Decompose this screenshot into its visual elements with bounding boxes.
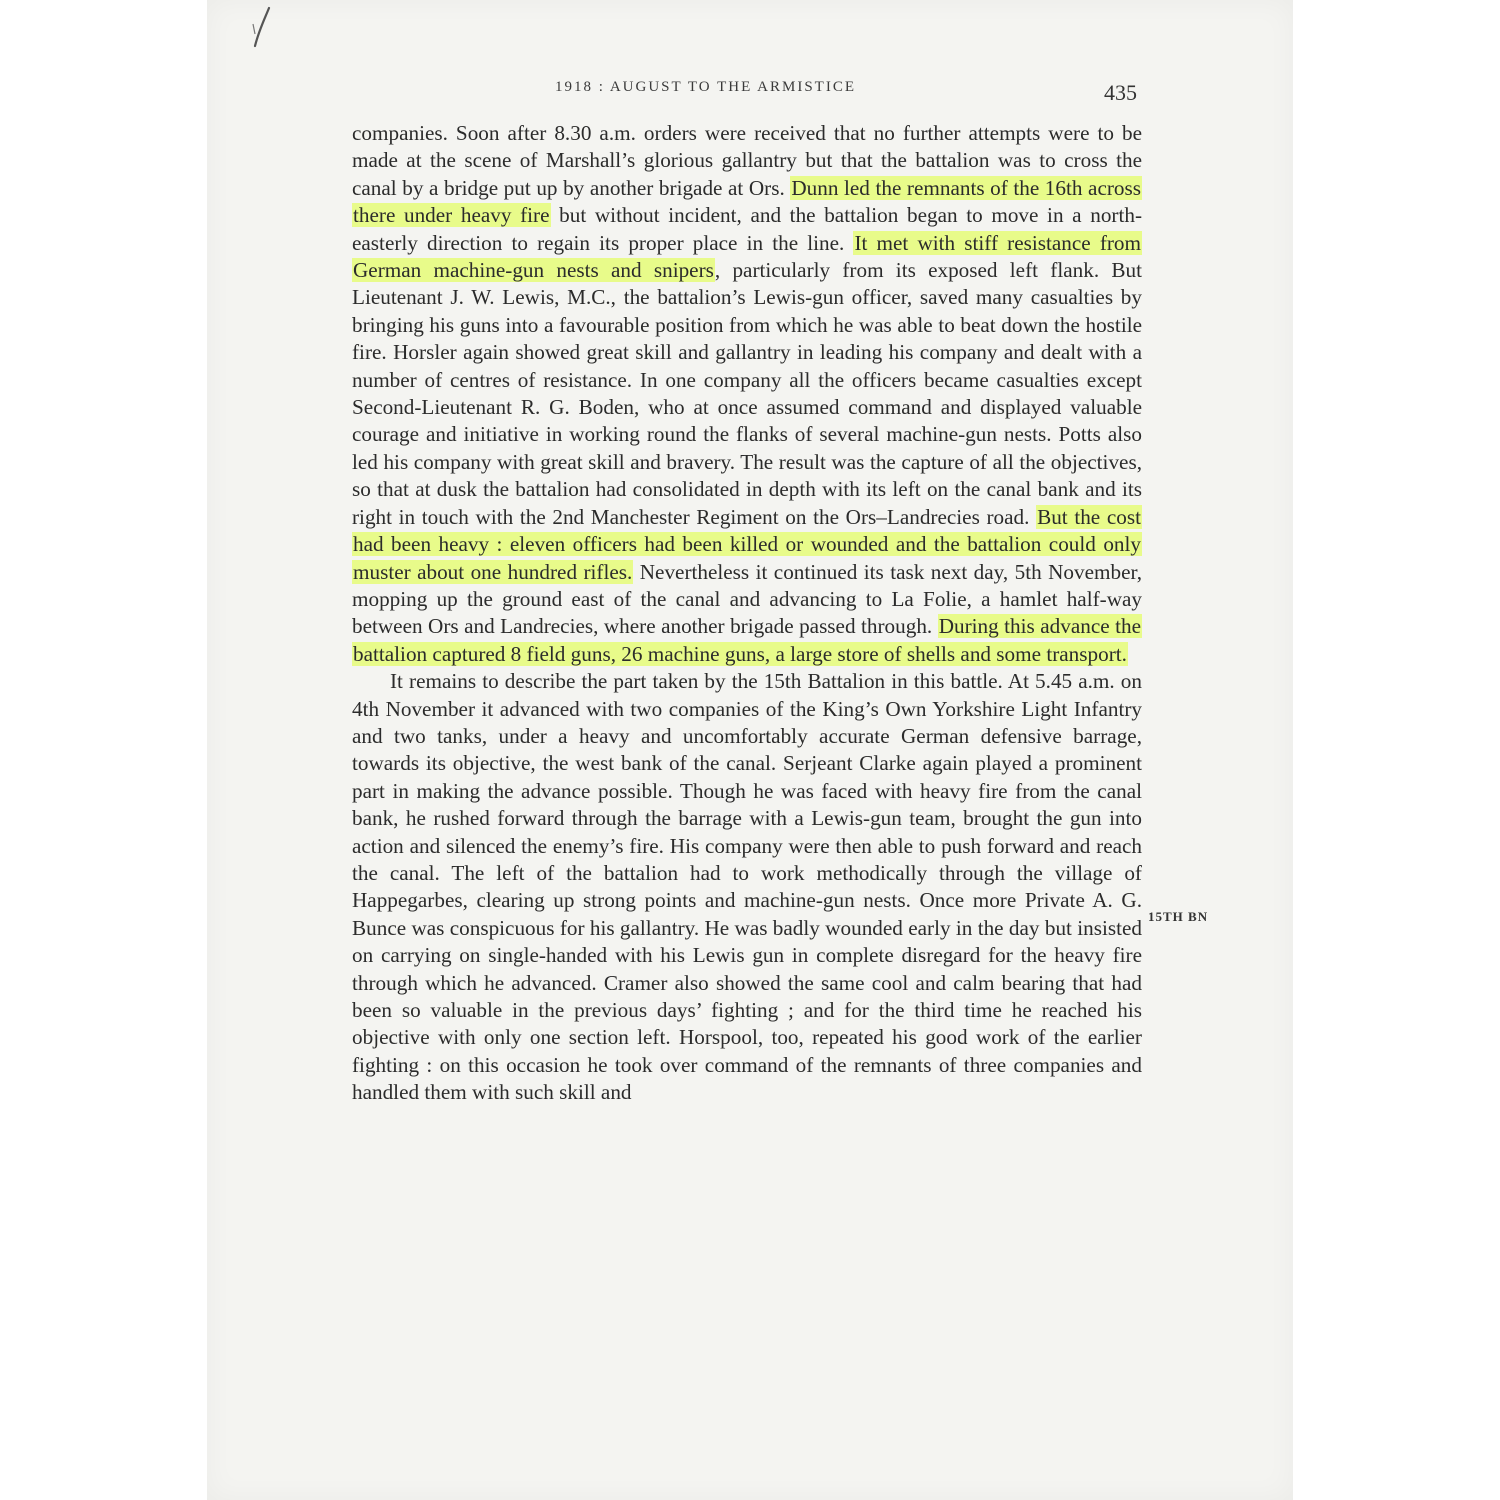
- pen-tick-mark: [243, 4, 283, 54]
- highlighted-passage: But the cost had been heavy : eleven officers had been killed or wounded and the battalion could only muster about one hundred rifles.: [353, 504, 1141, 584]
- text-run: but without incident, and the battalion began to move in a north-easterly direction to regain its proper place in the line.: [352, 203, 1143, 255]
- margin-note: 15TH BN: [1148, 909, 1209, 924]
- text-run: companies. Soon after 8.30 a.m. orders were received that no further attempts were to be made at the scene of Marshall’s glorious gallantry but that the battalion was to cross the canal by a bridge put up by another brigade at Ors.: [352, 121, 1142, 200]
- paragraph: [352, 668, 1142, 1107]
- running-title: 1918 : AUGUST TO THE ARMISTICE: [555, 79, 857, 95]
- paragraph: [352, 120, 1142, 668]
- text-run: It remains to describe the part taken by the 15th Battalion in this battle. At 5.45 a.m. on 4th November it advanced with two companies of the King’s Own Yorkshire Light Infantry and two tanks, under a heavy and uncomfortably accurate German defensive barrage, towards its objective, the west bank of the canal. Serjeant Clarke again played a prominent part in making the advance possible. Though he was faced with heavy fire from the canal bank, he rushed forward through the barrage with a Lewis-gun team, brought the gun into action and silenced the enemy’s fire. His company were then able to push forward and reach the canal. The left of the battalion had to work methodically through the village of Happegarbes, clearing up strong points and machine-gun nests. Once more Private A. G. Bunce was conspicuous for his gallantry. He was badly wounded early in the day but insisted on carrying on single-handed with his Lewis gun in complete disregard for the heavy fire through which he advanced. Cramer also showed the same cool and calm bearing that had been so valuable in the previous days’ fighting ; and for the third time he reached his objective with only one section left. Horspool, too, repeated his good work of the earlier fighting : on this occasion he took over command of the remnants of three companies and handled them with such skill and: [352, 669, 1142, 1105]
- body-text: [352, 120, 1142, 1107]
- page-number: 435: [1104, 80, 1137, 105]
- highlighted-passage: During this advance the battalion captured 8 field guns, 26 machine guns, a large store of shells and some transport.: [353, 614, 1141, 666]
- text-run: Nevertheless it continued its task next day, 5th November, mopping up the ground east of the canal and advancing to La Folie, a hamlet half-way between Ors and Landrecies, where another brigade passed through.: [352, 559, 1142, 639]
- highlighted-passage: It met with stiff resistance from German machine-gun nests and snipers: [353, 230, 1141, 283]
- highlighted-passage: Dunn led the remnants of the 16th across there under heavy fire: [353, 175, 1141, 228]
- text-run: , particularly from its exposed left flank. But Lieutenant J. W. Lewis, M.C., the battalion’s Lewis-gun officer, saved many casualties by bringing his guns into a favourable position from which he was able to beat down the hostile fire. Horsler again showed great skill and gallantry in leading his company and dealt with a number of centres of resistance. In one company all the officers became casualties except Second-Lieutenant R. G. Boden, who at once assumed command and displayed valuable courage and initiative in working round the flanks of several machine-gun nests. Potts also led his company with great skill and bravery. The result was the capture of all the objectives, so that at dusk the battalion had consolidated in depth with its left on the canal bank and its right in touch with the 2nd Manchester Regiment on the Ors–Landrecies road.: [352, 258, 1142, 529]
